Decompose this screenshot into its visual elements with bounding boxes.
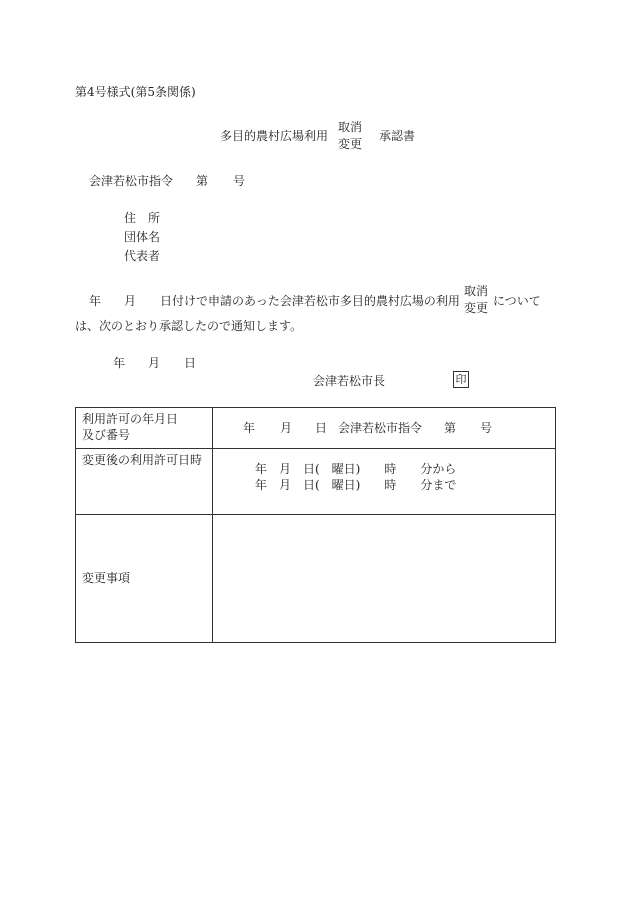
body-year: 年 [89,294,102,308]
table-row [76,515,556,643]
permit-date-label-line2: 及び番号 [82,428,131,443]
permit-date-label-cell [76,408,213,449]
change-details-value-cell [213,515,556,643]
body-option-cancel: 取消 [463,284,488,298]
changed-datetime-to: 年 月 日( 曜日) 時 分まで [255,478,457,493]
changed-datetime-label: 変更後の利用許可日時 [82,453,203,467]
title-option-stack [336,119,364,153]
permit-date-value-cell [213,408,556,449]
seal-mark: 印 [453,371,469,388]
permit-issuer: 会津若松市指令 [338,420,423,435]
permit-date-label-line1: 利用許可の年月日 [82,412,179,426]
permit-go: 号 [480,420,493,435]
mayor-title: 会津若松市長 [313,374,386,388]
issue-dai: 第 [196,174,209,188]
body-text-line2: は、次のとおり承認したので通知します。 [75,319,303,333]
body-text: 日付けで申請のあった会津若松市多目的農村広場の利用 [160,294,460,308]
title-option-cancel: 取消 [337,120,362,134]
form-number: 第4号様式(第5条関係) [75,85,196,99]
changed-datetime-value-cell [213,449,556,515]
permit-month: 月 [280,420,293,435]
title-option-change: 変更 [337,137,362,151]
body-option-stack [462,283,490,317]
date-year: 年 [113,356,126,370]
issue-go: 号 [233,174,246,188]
table-row [76,449,556,515]
changed-datetime-label-cell [76,449,213,515]
body-option-change: 変更 [463,301,488,315]
permit-year: 年 [243,420,256,435]
title-suffix: 承認書 [379,129,416,143]
changed-datetime-from: 年 月 日( 曜日) 時 分から [255,462,457,476]
date-day: 日 [184,356,197,370]
permit-day: 日 [315,420,328,435]
approval-details-table [75,407,556,643]
body-month: 月 [124,294,137,308]
change-details-label-cell [76,515,213,643]
body-text-end: について [493,294,541,308]
permit-dai: 第 [444,420,457,435]
table-row [76,408,556,449]
address-label: 住 所 [124,211,161,225]
change-details-label: 変更事項 [82,571,131,586]
issue-issuer: 会津若松市指令 [89,174,174,188]
date-month: 月 [148,356,161,370]
group-name-label: 団体名 [124,230,161,244]
representative-label: 代表者 [124,249,161,263]
title-prefix: 多目的農村広場利用 [220,129,329,143]
